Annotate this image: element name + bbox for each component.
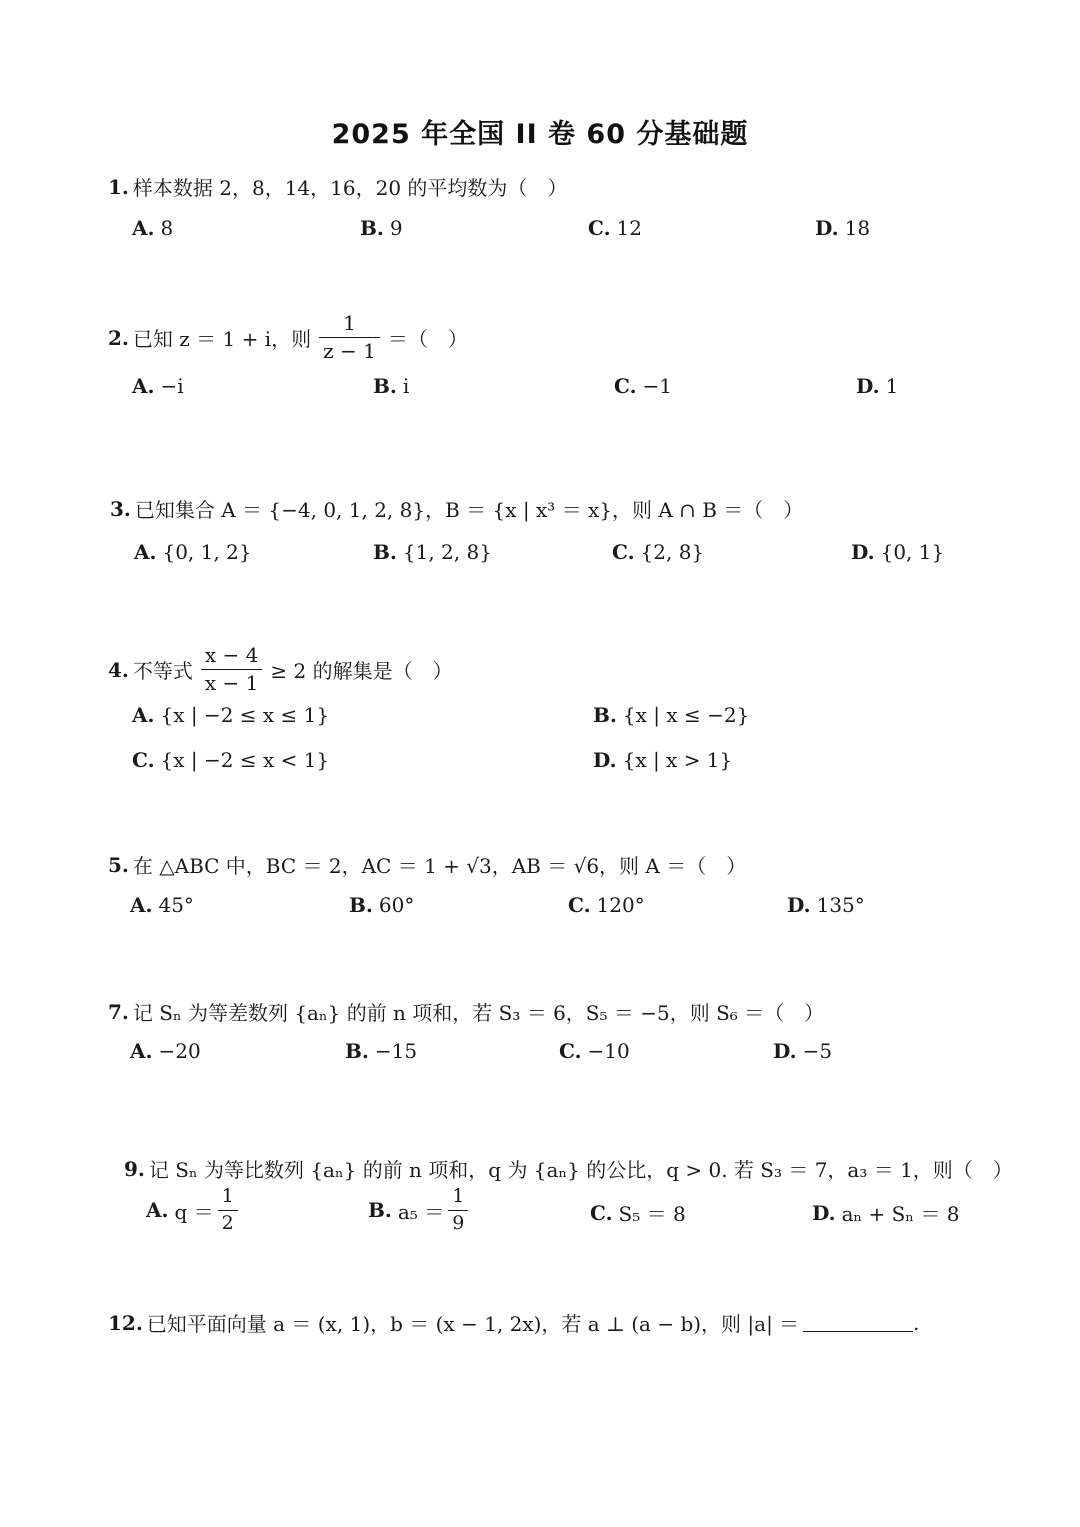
option-label: A. [132,703,155,727]
option-text: {x | x ≤ −2} [622,703,750,727]
question-number: 7. [108,999,129,1024]
option-text: {x | −2 ≤ x < 1} [160,748,330,772]
q9-option-c[interactable] [590,1198,686,1227]
option-label: D. [593,748,617,772]
question-stem: 已知平面向量 a ＝ (x, 1)，b ＝ (x − 1, 2x)，若 a ⊥ (a − b)，则 |a| ＝ [146,1312,800,1336]
option-text: {2, 8} [640,540,705,564]
q2-option-d[interactable] [856,374,898,398]
q4-option-b[interactable] [593,703,749,727]
option-text: 60° [378,893,415,917]
q4-option-d[interactable] [593,748,732,772]
option-label: D. [815,216,839,240]
q3-option-b[interactable] [373,540,492,564]
option-text: 135° [816,893,865,917]
option-label: D. [773,1039,797,1063]
q4-option-c[interactable] [132,748,329,772]
option-text: a₅ ＝ [397,1199,445,1224]
q5-option-b[interactable] [349,893,414,917]
q1-option-b[interactable] [360,216,403,240]
question-number: 2. [108,325,129,350]
option-text: 12 [616,216,642,240]
option-label: B. [373,540,397,564]
option-label: D. [812,1200,836,1225]
option-text: 18 [844,216,871,240]
option-label: D. [787,893,811,917]
option-text: S₅ ＝ 8 [618,1202,686,1226]
fraction [201,644,262,695]
option-label: B. [373,374,397,398]
question-tail: . [913,1310,920,1335]
q4-option-a[interactable] [132,703,329,727]
page-title: 2025 年全国 II 卷 60 分基础题 [331,119,749,150]
option-label: A. [146,1198,169,1223]
question-stem-post: ＝（ ） [387,327,468,351]
option-label: C. [568,893,591,917]
question-number: 5. [108,852,129,877]
option-label: C. [588,216,611,240]
question-number: 12. [108,1310,143,1335]
option-text: {0, 1} [880,540,945,564]
option-text: {x | −2 ≤ x ≤ 1} [160,703,330,727]
option-label: A. [130,893,153,917]
option-label: A. [134,540,157,564]
q2-option-a[interactable] [132,374,184,398]
fraction-denominator: x − 1 [201,669,262,695]
option-text: i [402,374,410,398]
option-label: C. [614,374,637,398]
option-text: 8 [160,216,174,240]
q1-option-a[interactable] [132,216,173,240]
q2-option-c[interactable] [614,374,672,398]
question-1 [108,172,567,201]
option-label: A. [132,374,155,398]
option-label: A. [132,216,155,240]
question-stem: 样本数据 2，8，14，16，20 的平均数为（ ） [132,176,568,200]
option-label: C. [590,1200,613,1225]
q9-option-a[interactable] [146,1186,242,1235]
question-stem: 记 Sₙ 为等差数列 {aₙ} 的前 n 项和，若 S₃ ＝ 6，S₅ ＝ −5，则 S₆ ＝（ ） [132,1001,825,1025]
fraction-denominator: 2 [218,1210,238,1235]
option-label: C. [132,748,155,772]
question-4 [108,644,453,695]
q3-option-a[interactable] [134,540,252,564]
answer-blank[interactable] [803,1313,913,1332]
option-text: −5 [802,1039,833,1063]
option-text: 45° [158,893,194,917]
option-text: −15 [374,1039,418,1063]
option-text: −1 [642,374,673,398]
question-stem: 记 Sₙ 为等比数列 {aₙ} 的前 n 项和，q 为 {aₙ} 的公比，q > 0. 若 S₃ ＝ 7，a₃ ＝ 1，则（ ） [148,1158,1013,1182]
q7-option-a[interactable] [130,1039,201,1063]
question-number: 9. [124,1156,145,1181]
option-text: aₙ + Sₙ ＝ 8 [841,1202,960,1226]
fraction-numerator: 1 [452,1185,465,1207]
option-text: −10 [587,1039,630,1063]
q2-option-b[interactable] [373,374,409,398]
fraction [448,1186,468,1235]
q1-option-c[interactable] [588,216,642,240]
fraction [218,1186,238,1235]
option-label: C. [559,1039,582,1063]
option-label: B. [360,216,384,240]
q1-option-d[interactable] [815,216,870,240]
q7-option-c[interactable] [559,1039,630,1063]
question-stem-post: ≥ 2 的解集是（ ） [270,659,453,683]
option-label: A. [130,1039,153,1063]
option-text: −20 [158,1039,201,1063]
question-7 [108,997,824,1026]
option-label: C. [612,540,635,564]
fraction-numerator: 1 [343,311,356,335]
q3-option-c[interactable] [612,540,704,564]
option-text: {x | x > 1} [622,748,733,772]
option-text: {0, 1, 2} [162,540,252,564]
q9-option-b[interactable] [368,1186,472,1235]
question-stem-pre: 不等式 [132,659,193,683]
option-label: D. [856,374,880,398]
question-stem: 在 △ABC 中，BC ＝ 2，AC ＝ 1 + √3，AB ＝ √6，则 A ＝（ ） [132,854,747,878]
fraction [319,312,380,363]
option-text: 120° [596,893,645,917]
question-9 [124,1154,1013,1183]
question-stem-pre: 已知 z ＝ 1 + i，则 [132,327,312,351]
option-text: 1 [885,374,899,398]
q3-option-d[interactable] [851,540,944,564]
q5-option-c[interactable] [568,893,645,917]
option-label: B. [345,1039,369,1063]
option-label: B. [349,893,373,917]
q5-option-a[interactable] [130,893,194,917]
question-stem: 已知集合 A ＝ {−4, 0, 1, 2, 8}，B ＝ {x | x³ ＝ x}，则 A ∩ B ＝（ ） [134,498,804,522]
question-3 [110,494,803,523]
option-text: q ＝ [174,1199,214,1224]
fraction-numerator: 1 [221,1185,234,1207]
fraction-numerator: x − 4 [204,643,259,667]
question-2 [108,312,468,363]
question-number: 3. [110,496,131,521]
question-number: 4. [108,657,129,682]
option-label: B. [593,703,617,727]
question-number: 1. [108,174,129,199]
fraction-denominator: 9 [448,1210,468,1235]
q7-option-b[interactable] [345,1039,417,1063]
option-text: −i [160,374,184,398]
q5-option-d[interactable] [787,893,865,917]
q7-option-d[interactable] [773,1039,832,1063]
option-text: 9 [389,216,403,240]
option-text: {1, 2, 8} [402,540,492,564]
option-label: D. [851,540,875,564]
option-label: B. [368,1198,392,1223]
question-5 [108,850,746,879]
fraction-denominator: z − 1 [319,337,380,363]
q9-option-d[interactable] [812,1198,959,1227]
question-12 [108,1308,920,1337]
